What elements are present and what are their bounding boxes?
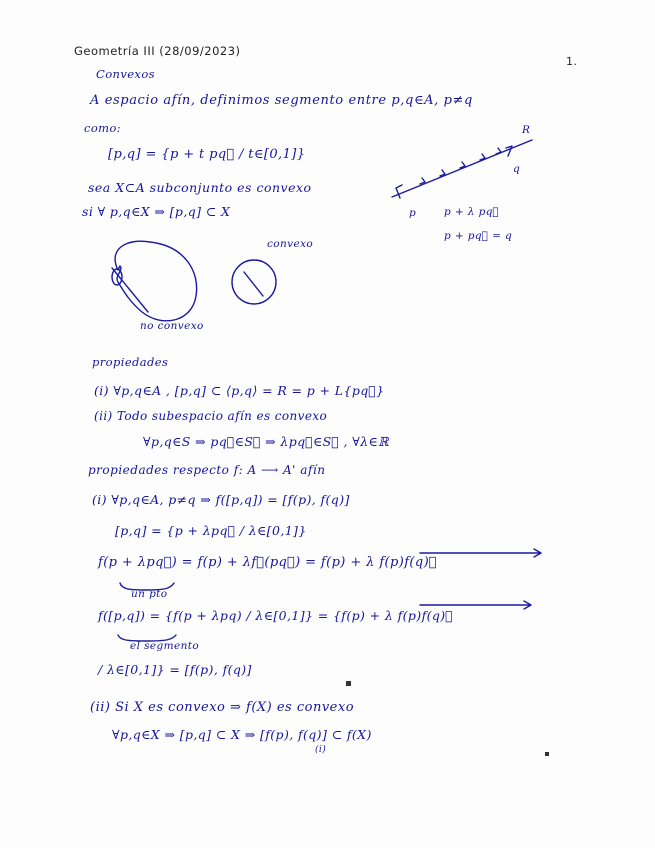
convex-definition-1: sea X⊂A subconjunto es convexo	[88, 180, 312, 195]
diagram-label-q: q	[513, 163, 521, 175]
page-number: 1.	[566, 55, 578, 68]
non-convex-shape	[112, 241, 197, 321]
diagram-label-R: R	[522, 124, 531, 136]
affine-ii-detail: ∀p,q∈X ⇒ [p,q] ⊂ X ⇒ [f(p), f(q)] ⊂ f(X)	[112, 727, 372, 742]
segment-start-bracket	[396, 185, 402, 198]
property-i: (i) ∀p,q∈A , [p,q] ⊂ ⟨p,q⟩ = R = p + L{pq⃗}	[94, 383, 385, 398]
affine-i-line3: f(p + λpq⃗) = f(p) + λf⃗(pq⃗) = f(p) + λ f(p)f(q)⃗	[98, 555, 437, 570]
segment-definition: [p,q] = {p + t pq⃗ / t∈[0,1]}	[108, 147, 306, 162]
property-ii: (ii) Todo subespacio afín es convexo	[94, 409, 328, 423]
affine-i-line5: / λ∈[0,1]} = [f(p), f(q)]	[98, 662, 252, 677]
vector-arrow-2	[420, 601, 531, 609]
diagram-label-p-lambda: p + λ pq⃗	[444, 206, 500, 218]
affine-i: (i) ∀p,q∈A, p≠q ⇒ f([p,q]) = [f(p), f(q)]	[92, 492, 350, 507]
como-label: como:	[84, 121, 122, 135]
affine-ii: (ii) Si X es convexo ⇒ f(X) es convexo	[90, 700, 355, 715]
property-ii-detail: ∀p,q∈S ⇒ pq⃗∈S⃗ ⇒ λpq⃗∈S⃗ , ∀λ∈ℝ	[143, 434, 389, 449]
label-no-convexo: no convexo	[140, 320, 204, 332]
section-title: Convexos	[96, 67, 155, 81]
header-title: Geometría III (28/09/2023)	[74, 44, 241, 58]
affine-i-line4: f([p,q]) = {f(p + λpq) / λ∈[0,1]} = {f(p) + λ f(p)f(q)⃗	[98, 608, 454, 623]
label-convexo: convexo	[267, 238, 314, 250]
propiedades-heading: propiedades	[92, 355, 169, 369]
affine-properties-heading: propiedades respecto f: A ⟶ A' afín	[88, 463, 326, 477]
diagram-label-p: p	[409, 207, 417, 219]
el-segmento-label: el segmento	[130, 640, 200, 652]
un-pto-label: un pto	[131, 588, 168, 600]
intro-line: A espacio afín, definimos segmento entre p,q∈A, p≠q	[90, 93, 473, 108]
un-pto-brace	[120, 583, 174, 590]
el-segmento-brace	[118, 635, 176, 641]
segment-end-bracket	[506, 146, 512, 156]
convex-definition-2: si ∀ p,q∈X ⇒ [p,q] ⊂ X	[82, 204, 231, 219]
diagram-label-p-pq: p + pq⃗ = q	[444, 230, 513, 242]
convex-circle	[232, 260, 276, 304]
line-diagram	[392, 140, 532, 198]
vector-arrow-1	[420, 549, 541, 557]
affine-i-line2: [p,q] = {p + λpq⃗ / λ∈[0,1]}	[115, 523, 307, 538]
affine-ii-reference: (i)	[315, 745, 327, 755]
